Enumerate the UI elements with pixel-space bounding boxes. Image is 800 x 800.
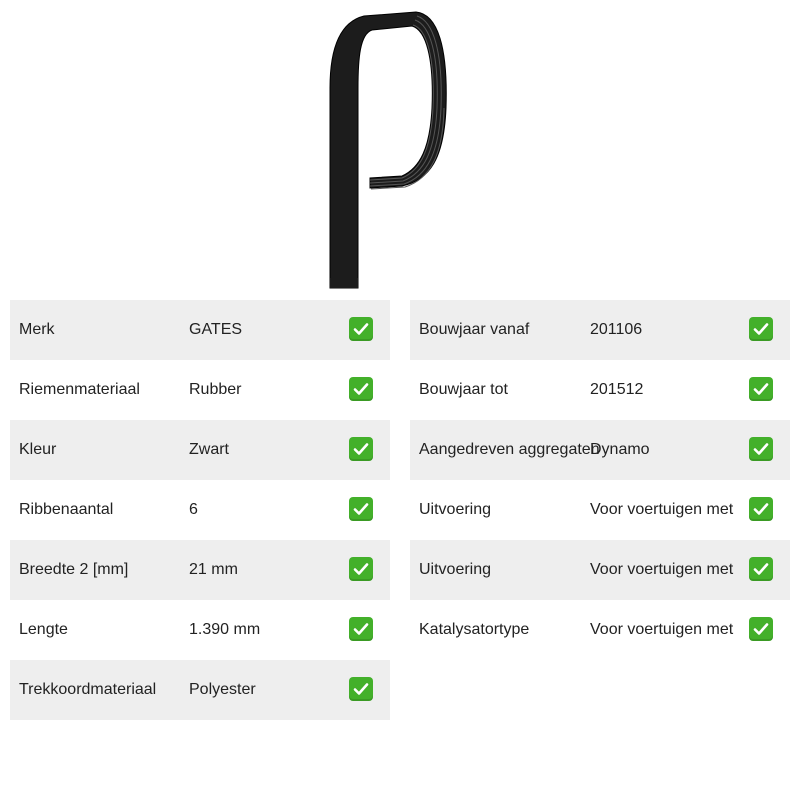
spec-row-bouwjaar-vanaf [410, 300, 790, 360]
check-icon [349, 497, 373, 521]
check-icon [349, 437, 373, 461]
spec-value: Voor voertuigen met [590, 501, 734, 518]
spec-label: Uitvoering [419, 561, 492, 578]
spec-row-breedte [10, 540, 390, 600]
spec-label: Kleur [19, 441, 57, 458]
check-icon [349, 377, 373, 401]
spec-label: Ribbenaantal [19, 501, 114, 518]
belt-product-image [320, 8, 480, 290]
spec-row-uitvoering-1 [410, 480, 790, 540]
check-icon [349, 317, 373, 341]
spec-value: 201512 [590, 381, 644, 398]
spec-label: Uitvoering [419, 501, 492, 518]
spec-value: GATES [189, 321, 243, 338]
spec-label: Bouwjaar tot [419, 381, 508, 398]
spec-value: 1.390 mm [189, 621, 261, 638]
check-icon [749, 317, 773, 341]
spec-row-kleur [10, 420, 390, 480]
spec-row-uitvoering-2 [410, 540, 790, 600]
spec-row-bouwjaar-tot [410, 360, 790, 420]
spec-value: Zwart [189, 441, 229, 458]
spec-row-merk [10, 300, 390, 360]
check-icon [349, 617, 373, 641]
check-icon [749, 557, 773, 581]
check-icon [349, 677, 373, 701]
spec-value: Dynamo [590, 441, 650, 458]
spec-value: 6 [189, 501, 198, 518]
check-icon [749, 377, 773, 401]
spec-row-katalysatortype [410, 600, 790, 660]
spec-label: Merk [19, 321, 55, 338]
spec-label: Aangedreven aggregaten [419, 441, 600, 458]
spec-label: Trekkoordmateriaal [19, 681, 157, 698]
spec-value: 201106 [590, 321, 643, 338]
spec-row-aangedreven-aggregaten [410, 420, 790, 480]
check-icon [349, 557, 373, 581]
spec-row-lengte [10, 600, 390, 660]
spec-label: Bouwjaar vanaf [419, 321, 530, 338]
spec-label: Katalysatortype [419, 621, 530, 638]
spec-value: 21 mm [189, 561, 238, 578]
spec-label: Breedte 2 [mm] [19, 561, 129, 578]
spec-label: Riemenmateriaal [19, 381, 140, 398]
check-icon [749, 437, 773, 461]
spec-label: Lengte [19, 621, 68, 638]
spec-row-riemenmateriaal [10, 360, 390, 420]
spec-value: Voor voertuigen met [590, 621, 734, 638]
spec-value: Rubber [189, 381, 242, 398]
spec-value: Voor voertuigen met [590, 561, 734, 578]
ribbed-v-belt-image [320, 8, 480, 290]
spec-value: Polyester [189, 681, 256, 698]
spec-row-ribbenaantal [10, 480, 390, 540]
spec-table-right [410, 300, 790, 660]
spec-table-left [10, 300, 390, 720]
check-icon [749, 497, 773, 521]
spec-row-trekkoordmateriaal [10, 660, 390, 720]
check-icon [749, 617, 773, 641]
